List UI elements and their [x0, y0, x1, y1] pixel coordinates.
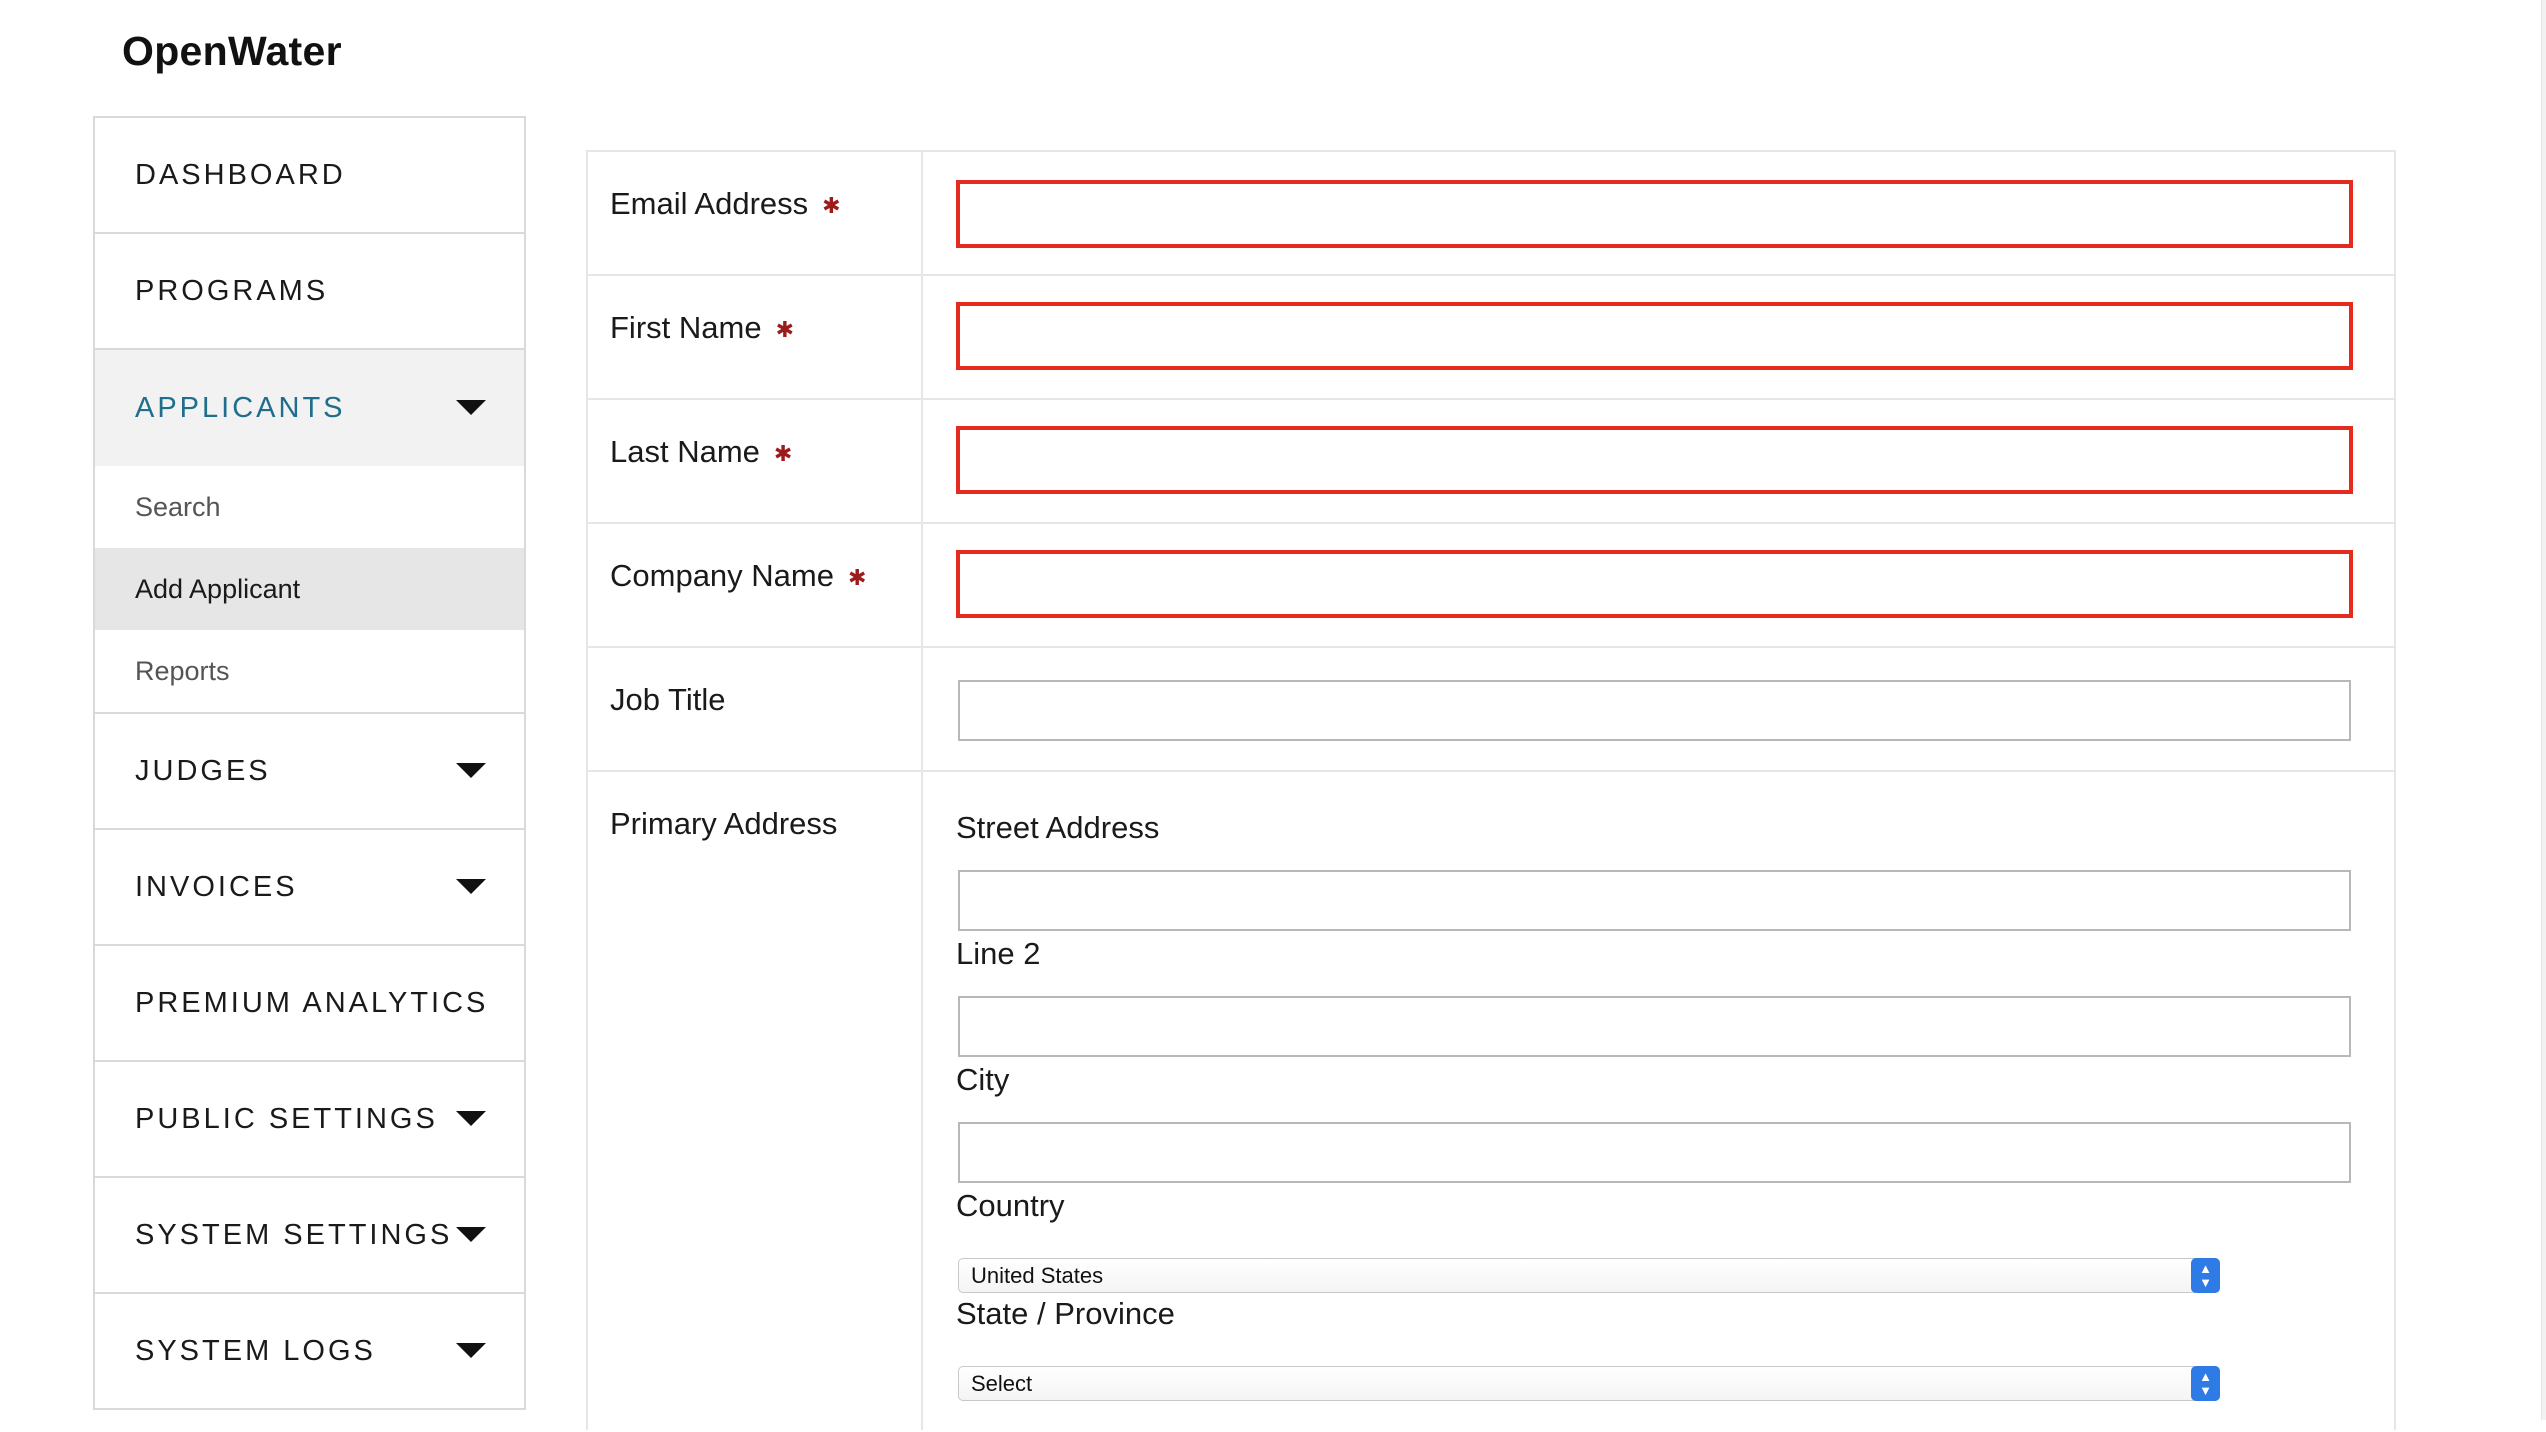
city-label: City [956, 1062, 1010, 1097]
sidebar-item-label: DASHBOARD [135, 158, 346, 191]
line2-field[interactable] [958, 996, 2351, 1057]
company-name-field[interactable] [956, 550, 2353, 618]
sidebar-item-judges[interactable] [95, 714, 524, 830]
job-title-field[interactable] [958, 680, 2351, 741]
subnav-item-reports[interactable] [95, 630, 524, 712]
sidebar-item-public-settings[interactable] [95, 1062, 524, 1178]
subnav-item-label: Search [135, 491, 221, 522]
sidebar-item-label: SYSTEM SETTINGS [135, 1218, 453, 1251]
field-label: Last Name ✱ [610, 434, 793, 469]
country-select[interactable] [958, 1258, 2220, 1293]
sidebar-item-label: PUBLIC SETTINGS [135, 1102, 438, 1135]
form-row-job-title [588, 648, 2394, 772]
caret-down-icon [456, 400, 486, 415]
sidebar-item-invoices[interactable] [95, 830, 524, 946]
form-row-last-name [588, 400, 2394, 524]
field-label: Primary Address [610, 806, 838, 841]
caret-down-icon [456, 1343, 486, 1358]
state-province-select[interactable] [958, 1366, 2220, 1401]
field-label: Company Name ✱ [610, 558, 867, 593]
subnav-item-add-applicant[interactable] [95, 548, 524, 630]
subnav-item-label: Add Applicant [135, 573, 301, 604]
required-icon: ✱ [822, 192, 841, 218]
sidebar-item-label: SYSTEM LOGS [135, 1334, 376, 1367]
page-scrollbar-edge [2541, 0, 2546, 1420]
applicants-subnav [95, 466, 524, 714]
field-label: Job Title [610, 682, 726, 717]
caret-down-icon [456, 763, 486, 778]
email-field[interactable] [956, 180, 2353, 248]
sidebar-item-label: APPLICANTS [135, 391, 346, 424]
sidebar-item-label: INVOICES [135, 870, 298, 903]
form-row-email [588, 152, 2394, 276]
state-select-value: Select [971, 1370, 1033, 1396]
subnav-item-label: Reports [135, 655, 230, 686]
sidebar-item-label: JUDGES [135, 754, 271, 787]
sidebar-item-applicants[interactable] [95, 350, 524, 466]
app-logo-title: OpenWater [122, 28, 342, 74]
form-row-company [588, 524, 2394, 648]
sidebar-item-premium-analytics[interactable] [95, 946, 524, 1062]
sidebar-item-label: PREMIUM ANALYTICS [135, 986, 489, 1019]
select-arrows-icon: ▲ ▼ [2191, 1258, 2220, 1293]
sidebar-item-label: PROGRAMS [135, 274, 329, 307]
sidebar-nav [93, 116, 526, 1410]
sidebar-item-programs[interactable] [95, 234, 524, 350]
required-icon: ✱ [775, 316, 795, 342]
street-address-field[interactable] [958, 870, 2351, 931]
sidebar-item-system-settings[interactable] [95, 1178, 524, 1294]
country-label: Country [956, 1188, 1065, 1223]
field-label: First Name ✱ [610, 310, 795, 345]
caret-down-icon [456, 1111, 486, 1126]
state-province-label: State / Province [956, 1296, 1175, 1331]
line2-label: Line 2 [956, 936, 1041, 971]
add-applicant-form [586, 150, 2396, 1430]
form-row-first-name [588, 276, 2394, 400]
caret-down-icon [456, 1227, 486, 1242]
form-row-primary-address [588, 772, 2394, 1432]
first-name-field[interactable] [956, 302, 2353, 370]
street-address-label: Street Address [956, 810, 1160, 845]
last-name-field[interactable] [956, 426, 2353, 494]
select-arrows-icon: ▲ ▼ [2191, 1366, 2220, 1401]
sidebar-item-dashboard[interactable] [95, 118, 524, 234]
caret-down-icon [456, 879, 486, 894]
field-label: Email Address ✱ [610, 186, 841, 221]
city-field[interactable] [958, 1122, 2351, 1183]
required-icon: ✱ [847, 564, 867, 590]
sidebar-item-system-logs[interactable] [95, 1294, 524, 1410]
subnav-item-search[interactable] [95, 466, 524, 548]
required-icon: ✱ [773, 440, 793, 466]
country-select-value: United States [971, 1262, 1104, 1288]
